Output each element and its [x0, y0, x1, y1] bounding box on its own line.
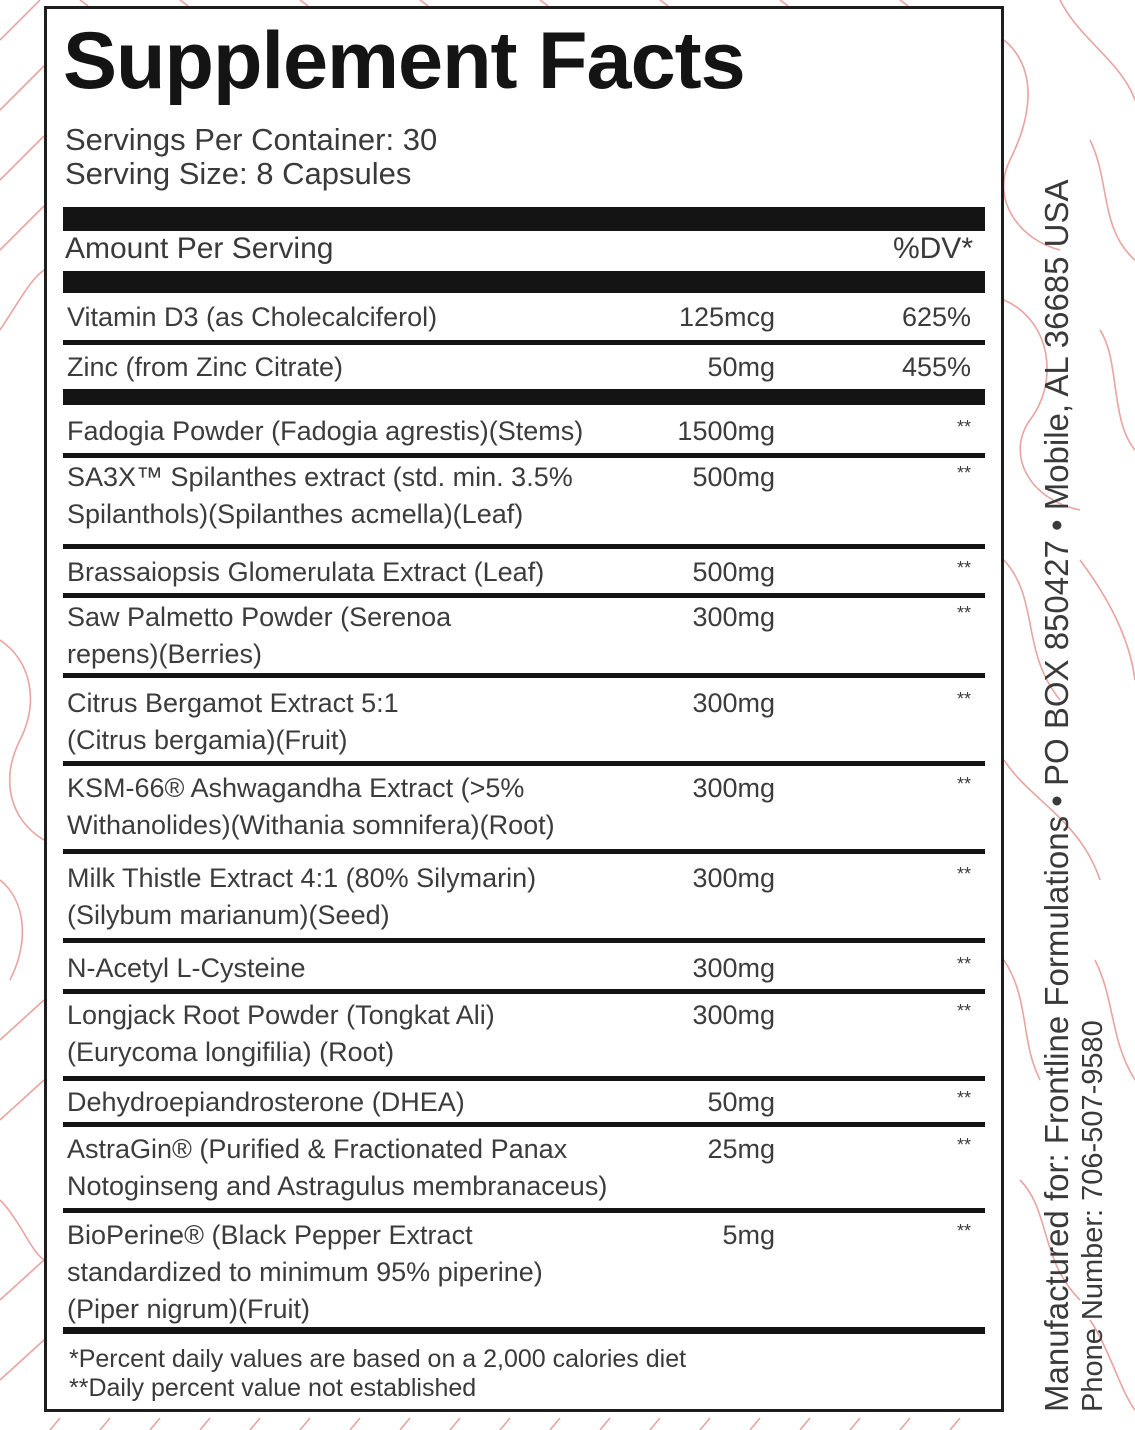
dv-label: %DV* — [892, 232, 973, 265]
row-divider — [63, 593, 985, 598]
row-divider — [63, 989, 985, 994]
ingredient-name: N-Acetyl L-Cysteine — [67, 953, 306, 983]
ingredient-name: Milk Thistle Extract 4:1 (80% Silymarin)(Silybum marianum)(Seed) — [67, 863, 537, 930]
thick-divider-header — [63, 271, 985, 293]
ingredient-name: Brassaiopsis Glomerulata Extract (Leaf) — [67, 557, 545, 587]
ingredient-name: AstraGin® (Purified & Fractionated Panax Notoginseng and Astragulus membranaceus) — [67, 1134, 608, 1201]
footer-divider — [63, 1327, 985, 1334]
row-divider — [63, 938, 985, 943]
ingredient-dv: ** — [956, 463, 971, 483]
ingredient-name: Saw Palmetto Powder (Serenoa repens)(Berries) — [67, 602, 452, 669]
serving-size: Serving Size: 8 Capsules — [65, 156, 412, 191]
ingredient-amount: 300mg — [692, 1000, 775, 1030]
supplement-facts-panel — [44, 6, 1004, 1412]
ingredient-dv: ** — [956, 689, 971, 709]
ingredient-name: Fadogia Powder (Fadogia agrestis)(Stems) — [67, 416, 584, 446]
ingredient-dv: ** — [956, 417, 971, 437]
row-divider — [63, 544, 985, 549]
ingredient-dv: ** — [956, 1135, 971, 1155]
manufacturer-phone: Phone Number: 706-507-9580 — [1077, 1020, 1109, 1412]
ingredient-amount: 500mg — [692, 557, 775, 587]
footnote-daily-values: *Percent daily values are based on a 2,000 calories diet — [69, 1345, 687, 1373]
ingredient-amount: 300mg — [692, 773, 775, 803]
ingredient-dv: ** — [956, 864, 971, 884]
row-divider — [63, 453, 985, 458]
ingredient-dv: ** — [956, 603, 971, 623]
ingredient-amount: 300mg — [692, 863, 775, 893]
thick-divider-groups — [63, 389, 985, 405]
column-header — [65, 232, 975, 270]
nutrient-name: Zinc (from Zinc Citrate) — [67, 352, 344, 382]
ingredient-amount: 5mg — [722, 1220, 775, 1250]
row-divider — [63, 1122, 985, 1127]
ingredient-amount: 300mg — [692, 602, 775, 632]
row-divider — [63, 340, 985, 345]
ingredient-amount: 300mg — [692, 953, 775, 983]
amount-per-serving-label: Amount Per Serving — [65, 232, 334, 265]
nutrient-name: Vitamin D3 (as Cholecalciferol) — [67, 302, 438, 332]
manufacturer-info — [1038, 179, 1110, 1412]
ingredient-dv: ** — [956, 774, 971, 794]
footnote-not-established: **Daily percent value not established — [69, 1374, 477, 1402]
ingredient-amount: 50mg — [707, 1087, 775, 1117]
nutrient-dv: 455% — [901, 352, 971, 382]
nutrient-amount: 50mg — [707, 352, 775, 382]
ingredient-dv: ** — [956, 1221, 971, 1241]
manufacturer-address: Manufactured for: Frontline Formulations • PO BOX 850427 • Mobile, AL 36685 USA — [1038, 179, 1075, 1412]
row-divider — [63, 761, 985, 766]
servings-per-container: Servings Per Container: 30 — [65, 122, 438, 157]
ingredient-name: SA3X™ Spilanthes extract (std. min. 3.5% Spilanthols)(Spilanthes acmella)(Leaf) — [67, 462, 573, 529]
panel-title: Supplement Facts — [63, 16, 745, 106]
nutrient-dv: 625% — [901, 302, 971, 332]
ingredient-name: BioPerine® (Black Pepper Extract standardized to minimum 95% piperine)(Piper nigrum)(Fruit) — [67, 1220, 543, 1324]
ingredient-dv: ** — [956, 558, 971, 578]
ingredient-dv: ** — [956, 954, 971, 974]
ingredient-name: KSM-66® Ashwagandha Extract (>5% Withanolides)(Withania somnifera)(Root) — [67, 773, 555, 840]
ingredient-dv: ** — [956, 1001, 971, 1021]
ingredient-name: Longjack Root Powder (Tongkat Ali)(Eurycoma longifilia) (Root) — [67, 1000, 495, 1067]
ingredient-amount: 1500mg — [677, 416, 775, 446]
footnotes — [69, 1345, 686, 1403]
ingredient-amount: 300mg — [692, 688, 775, 718]
row-divider — [63, 1076, 985, 1081]
nutrient-amount: 125mcg — [678, 302, 775, 332]
row-divider — [63, 1208, 985, 1213]
ingredient-amount: 500mg — [692, 462, 775, 492]
ingredient-name: Citrus Bergamot Extract 5:1 (Citrus bergamia)(Fruit) — [67, 688, 399, 755]
serving-info — [65, 123, 437, 191]
ingredient-dv: ** — [956, 1088, 971, 1108]
thick-divider-top — [63, 207, 985, 231]
row-divider — [63, 849, 985, 854]
ingredient-amount: 25mg — [707, 1134, 775, 1164]
row-divider — [63, 673, 985, 678]
ingredient-name: Dehydroepiandrosterone (DHEA) — [67, 1087, 465, 1117]
